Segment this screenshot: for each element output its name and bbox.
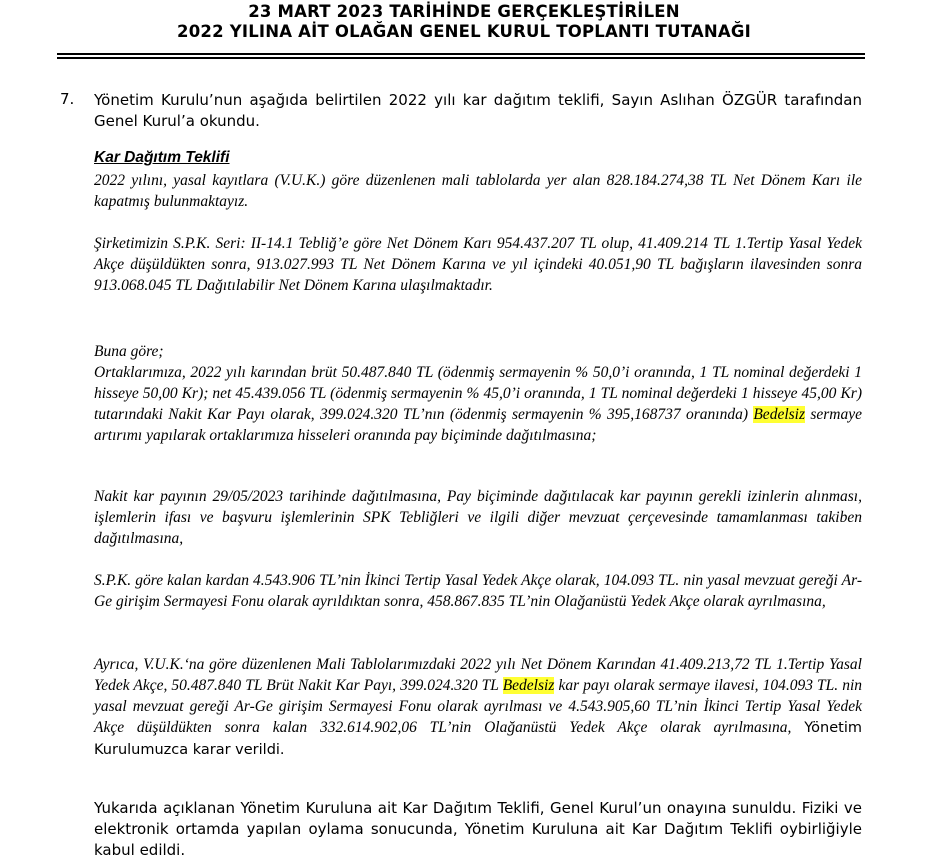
proposal-paragraph-3 [94,341,862,446]
proposal-paragraph-5: S.P.K. göre kalan kardan 4.543.906 TL’nin İkinci Tertip Yasal Yedek Akçe olarak, 104.093 TL. nin yasal mevzuat gereği Ar-Ge girişim Sermayesi Fonu olarak ayrıldıktan sonra, 458.867.835 TL’nin Olağanüstü Yedek Akçe olarak ayrılmasına, [94,572,862,610]
proposal-paragraph-1: 2022 yılını, yasal kayıtlara (V.U.K.) göre düzenlenen mali tablolarda yer alan 828.184.274,38 TL Net Dönem Karı ile kapatmış bulunmaktayız. [94,172,862,210]
proposal-paragraph-6 [94,654,862,761]
paragraph-6-text-c: Yönetim Kurulumuzca karar verildi. [94,720,863,758]
agenda-item-number: 7. [60,90,75,108]
proposal-heading: Kar Dağıtım Teklifi [94,149,230,166]
highlighted-word: Bedelsiz [753,406,805,423]
paragraph-6-text-a: Ayrıca, V.U.K.‘na göre düzenlenen Mali Tablolarımızdaki 2022 yılı Net Dönem Karından 41.409.213,72 TL 1.Tertip Yasal Yedek Akçe, 50.487.840 TL Brüt Nakit Kar Payı, 399.024.320 TL [94,656,862,694]
proposal-paragraph-4: Nakit kar payının 29/05/2023 tarihinde dağıtılmasına, Pay biçiminde dağıtılacak kar payının gerekli izinlerin alınması, işlemlerin ifası ve başvuru işlemlerinin SPK Tebliğleri ve ilgili diğer mevzuat çerçevesinde tamamlanması takiben dağıtılmasına, [94,488,862,547]
paragraph-3-body [94,362,862,446]
paragraph-3-text-a: Ortaklarımıza, 2022 yılı karından brüt 50.487.840 TL (ödenmiş sermayenin % 50,0’i oranında, 1 TL nominal değerdeki 1 hisseye 50,00 Kr); net 45.439.056 TL (ödenmiş sermayenin % 45,0’i oranında, 1 TL nominal değerdeki 1 hisseye 45,00 Kr) tutarındaki Nakit Kar Payı olarak, 399.024.320 TL’nın (ödenmiş sermayenin % 395,168737 oranında) [94,364,862,423]
header-rule-bottom [57,57,865,59]
highlighted-word: Bedelsiz [502,677,555,694]
header-rule-top [57,53,865,55]
proposal-paragraph-2: Şirketimizin S.P.K. Seri: II-14.1 Tebliğ’e göre Net Dönem Karı 954.437.207 TL olup, 41.409.214 TL 1.Tertip Yasal Yedek Akçe düşüldükten sonra, 913.027.993 TL Net Dönem Karına ve yıl içindeki 40.051,90 TL bağışların ilavesinden sonra 913.068.045 TL Dağıtılabilir Net Dönem Karına ulaşılmaktadır. [94,235,862,294]
document-title-line-2: 2022 YILINA AİT OLAĞAN GENEL KURUL TOPLANTI TUTANAĞI [177,22,751,41]
document-title-line-1: 23 MART 2023 TARİHİNDE GERÇEKLEŞTİRİLEN [248,2,680,21]
paragraph-3-text-b: sermaye artırımı yapılarak ortaklarımıza hisseleri oranında pay biçiminde dağıtılmasına; [94,406,862,444]
paragraph-6-text-b: kar payı olarak sermaye ilavesi, 104.093 TL. nin yasal mevzuat gereği Ar-Ge girişim Sermayesi Fonu olarak ayrılması ve 4.543.905,60 TL’nin İkinci Tertip Yasal Yedek Akçe düşüldükten sonra kalan 332.614.902,06 TL’nin Olağanüstü Yedek Akçe olarak ayrılmasına, [94,677,863,736]
conclusion-paragraph: Yukarıda açıklanan Yönetim Kuruluna ait Kar Dağıtım Teklifi, Genel Kurul’un onayına sunuldu. Fiziki ve elektronik ortamda yapılan oylama sonucunda, Yönetim Kuruluna ait Kar Dağıtım Teklifi oybirliğiyle kabul edildi. [94,799,862,859]
paragraph-3-lead: Buna göre; [94,343,164,360]
agenda-item-intro: Yönetim Kurulu’nun aşağıda belirtilen 2022 yılı kar dağıtım teklifi, Sayın Aslıhan ÖZGÜR tarafından Genel Kurul’a okundu. [94,91,862,130]
